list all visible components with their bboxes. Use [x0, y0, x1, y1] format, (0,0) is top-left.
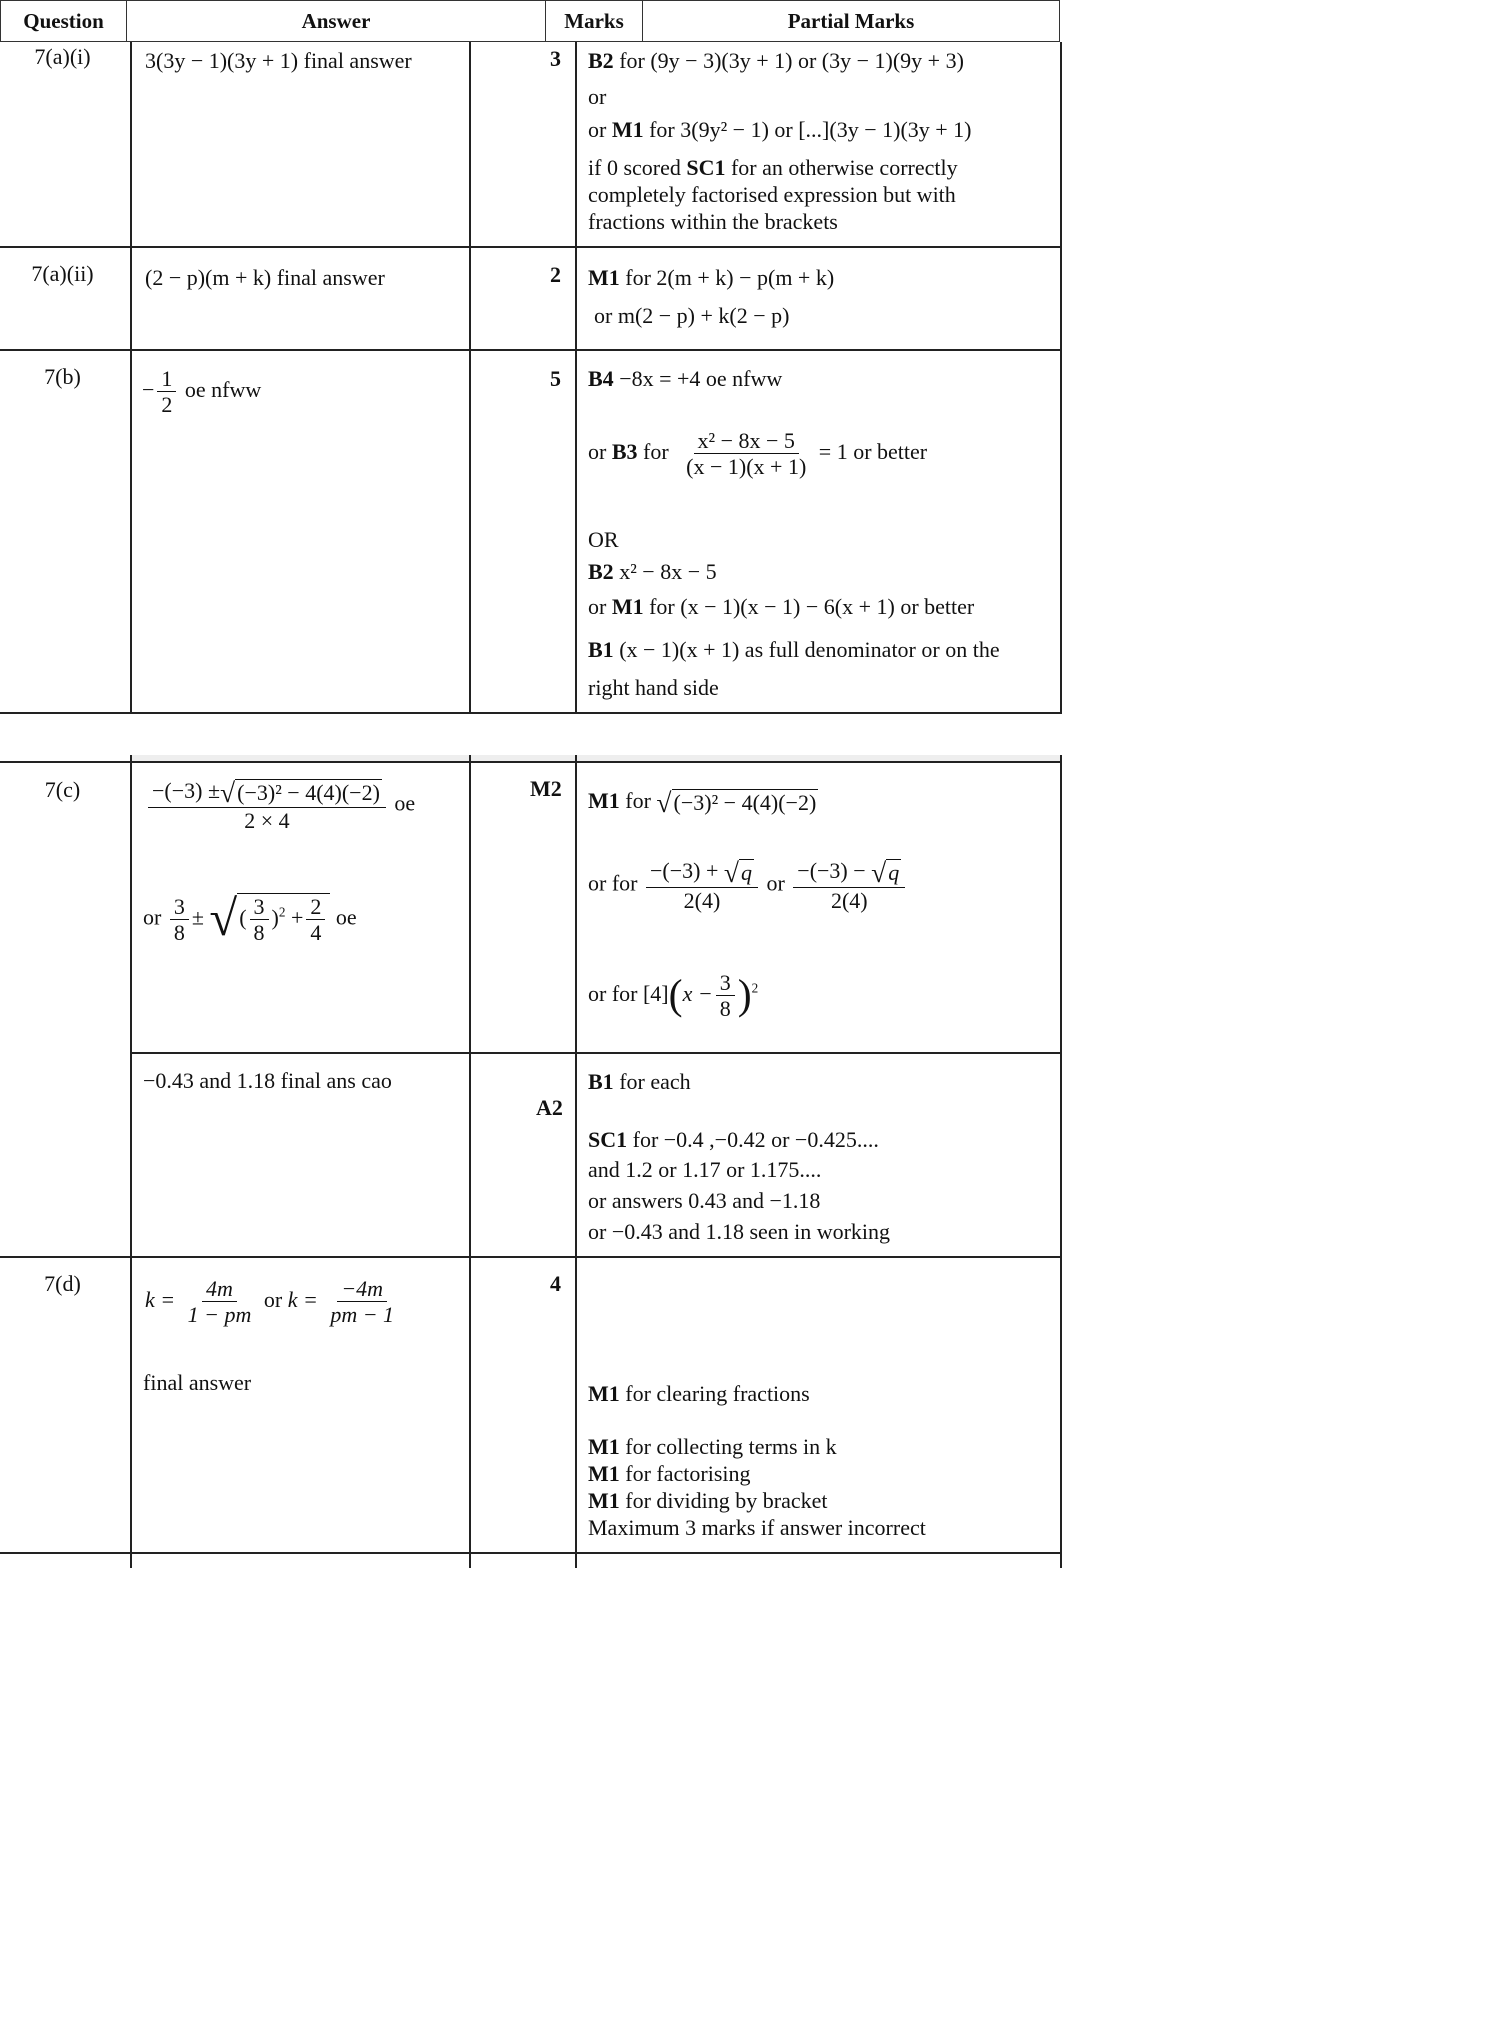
exponent: 2 [751, 980, 759, 996]
denominator: 1 − pm [187, 1302, 252, 1328]
sign: − [142, 376, 155, 402]
partial-text: if 0 scored [588, 155, 687, 180]
formula-text: ± [191, 904, 204, 930]
mark-code: SC1 [686, 155, 726, 180]
marks-value: 5 [550, 366, 561, 391]
partial-line: or answers 0.43 and −1.18 [588, 1188, 821, 1213]
header-question [0, 0, 126, 42]
partial-text: or for [588, 870, 638, 896]
fraction [170, 894, 189, 946]
partial-line [588, 1461, 751, 1487]
denominator: 2(4) [683, 887, 721, 913]
partial-line [588, 559, 717, 585]
denominator: pm − 1 [330, 1302, 395, 1328]
divider [0, 349, 1062, 351]
answer-text: −0.43 and 1.18 final ans cao [143, 1068, 392, 1093]
mark-code: M1 [588, 265, 620, 290]
mark-code: B1 [588, 1069, 614, 1094]
denominator: 8 [719, 996, 731, 1022]
fraction [326, 1276, 398, 1328]
fraction [682, 428, 810, 480]
divider [1060, 755, 1062, 1568]
divider [0, 246, 1062, 248]
mark-code: M1 [588, 1488, 620, 1513]
partial-text: (x − 1)(x + 1) as full denominator or on the [613, 637, 1000, 662]
partial-text: x² − 8x − 5 [613, 559, 717, 584]
divider [0, 1256, 1062, 1258]
radicand: q [740, 860, 752, 886]
sqrt: √ ( $\frac{3}{8}$ )$^2$ + $\frac{2}{4}$ [209, 893, 330, 946]
partial-line: or [588, 84, 607, 109]
divider [469, 755, 471, 1568]
answer-text: or [263, 1286, 283, 1312]
formula-text: k = [145, 1286, 176, 1312]
answer-text: or [143, 904, 162, 930]
divider [575, 42, 577, 713]
marks-value: 2 [550, 262, 561, 287]
denominator: 2(4) [830, 887, 868, 913]
numerator [793, 858, 905, 888]
partial-line: fractions within the brackets [588, 209, 838, 234]
mark-code: M1 [588, 1434, 620, 1459]
fraction [716, 970, 735, 1022]
answer-text: 3(3y − 1)(3y + 1) final answer [145, 48, 412, 73]
partial-text: or [588, 438, 612, 464]
numerator: x² − 8x − 5 [694, 428, 799, 454]
divider [0, 761, 1062, 763]
divider [469, 42, 471, 713]
partial-line [588, 1069, 691, 1095]
partial-line [588, 1127, 879, 1153]
fraction [306, 894, 325, 946]
partial-line [588, 48, 964, 74]
answer-fraction [142, 366, 261, 418]
partial-text: = 1 or better [818, 438, 928, 464]
header-question-label: Question [23, 8, 104, 33]
mark-code: B2 [588, 559, 614, 584]
divider [0, 1552, 1062, 1554]
mark-code: M1 [588, 1381, 620, 1406]
partial-line [588, 858, 908, 913]
formula-text: k = [287, 1286, 318, 1312]
partial-text: −8x = +4 oe nfww [613, 366, 783, 391]
header-partial-label: Partial Marks [787, 8, 915, 33]
header-marks-label: Marks [564, 8, 624, 33]
mark-code: M1 [588, 1461, 620, 1486]
mark-code: B3 [611, 438, 638, 464]
question-number: 7(b) [44, 364, 81, 389]
fraction [148, 778, 386, 833]
divider [130, 1052, 1062, 1054]
partial-line [588, 1488, 828, 1514]
mark-code: B2 [588, 48, 614, 73]
denominator: 4 [310, 920, 322, 946]
header-answer [126, 0, 545, 42]
partial-text: or [766, 870, 785, 896]
radicand: (−3)² − 4(4)(−2) [237, 780, 380, 806]
partial-line: right hand side [588, 675, 719, 700]
denominator: (x − 1)(x + 1) [686, 454, 807, 480]
denominator: 2 × 4 [244, 807, 290, 833]
answer-formula [145, 1276, 401, 1328]
numerator [646, 858, 758, 888]
question-number: 7(a)(i) [34, 44, 91, 69]
partial-text: for 2(m + k) − p(m + k) [619, 265, 835, 290]
denominator: 2 [161, 392, 173, 418]
numerator: 2 [306, 894, 325, 920]
partial-text: for clearing fractions [619, 1381, 810, 1406]
formula-text: + [290, 904, 304, 930]
mark-code: B1 [588, 637, 614, 662]
numerator: 3 [716, 970, 735, 996]
mark-code: M1 [611, 594, 644, 619]
partial-text: for [637, 438, 669, 464]
partial-text: for (x − 1)(x − 1) − 6(x + 1) or better [643, 594, 975, 619]
mark-code: SC1 [588, 1127, 628, 1152]
partial-line: or −0.43 and 1.18 seen in working [588, 1219, 891, 1244]
partial-line: and 1.2 or 1.17 or 1.175.... [588, 1157, 822, 1182]
partial-line [588, 265, 834, 291]
partial-text: for −0.4 ,−0.42 or −0.425.... [627, 1127, 879, 1152]
partial-text: or for [4] [588, 980, 669, 1006]
partial-text: for 3(9y² − 1) or [...](3y − 1)(3y + 1) [643, 117, 972, 142]
denominator: 8 [173, 919, 185, 945]
fraction [646, 858, 758, 913]
exponent: 2 [278, 904, 286, 920]
divider [0, 712, 1062, 714]
partial-line: or m(2 − p) + k(2 − p) [594, 303, 790, 328]
mark-code: B4 [588, 366, 614, 391]
partial-line [588, 594, 974, 620]
header-answer-label: Answer [301, 8, 371, 33]
numerator: 1 [157, 366, 176, 392]
partial-line: OR [588, 527, 619, 552]
divider [130, 42, 132, 713]
numerator: 4m [202, 1276, 237, 1302]
partial-line: completely factorised expression but with [588, 182, 956, 207]
radicand: q [888, 860, 900, 886]
radicand: ( $\frac{3}{8}$ )$^2$ + $\frac{2}{4}$ [237, 893, 330, 946]
answer-text: oe [394, 790, 416, 816]
question-number: 7(d) [44, 1271, 81, 1296]
partial-line [588, 1381, 810, 1407]
divider [130, 755, 132, 1568]
partial-line: Maximum 3 marks if answer incorrect [588, 1515, 926, 1540]
sqrt: √ (−3)² − 4(4)(−2) [656, 787, 817, 819]
divider [1060, 42, 1062, 713]
partial-line [588, 155, 958, 181]
denominator: 8 [253, 920, 265, 946]
marks-value: A2 [536, 1095, 563, 1120]
partial-text: or [588, 594, 612, 619]
divider [575, 755, 577, 1568]
numerator: 3 [170, 894, 189, 920]
marks-value: M2 [530, 776, 562, 801]
partial-line [588, 428, 927, 480]
marks-value: 3 [550, 46, 561, 71]
formula-text: −(−3) + [649, 858, 724, 883]
partial-line [588, 117, 972, 143]
question-number: 7(a)(ii) [31, 261, 94, 286]
partial-text: for [619, 788, 651, 813]
fraction [184, 1276, 256, 1328]
fraction [250, 894, 269, 946]
answer-text: final answer [143, 1370, 252, 1395]
partial-text: or [588, 117, 612, 142]
sqrt: √ q [723, 857, 752, 889]
partial-text: for dividing by bracket [619, 1488, 828, 1513]
partial-line [588, 788, 818, 817]
marks-value: 4 [550, 1271, 561, 1296]
answer-formula [143, 890, 357, 946]
partial-text: for (9y − 3)(3y + 1) or (3y − 1)(9y + 3) [613, 48, 964, 73]
partial-line: or for [4](x − $\frac{3}{8}$ )$^2$ [588, 970, 759, 1022]
header-marks [545, 0, 642, 42]
numerator: −4m [337, 1276, 387, 1302]
partial-line [588, 1434, 837, 1460]
numerator: 3 [250, 894, 269, 920]
answer-text: oe nfww [184, 376, 262, 402]
question-number: 7(c) [44, 777, 81, 802]
partial-text: for an otherwise correctly [725, 155, 958, 180]
answer-formula [145, 778, 415, 833]
answer-text: oe [335, 904, 357, 930]
answer-text: (2 − p)(m + k) final answer [145, 265, 385, 290]
formula-text: −(−3) ± [152, 778, 221, 803]
formula-text: −(−3) − [797, 858, 872, 883]
partial-line [588, 366, 782, 392]
mark-code: M1 [611, 117, 644, 142]
header-partial [642, 0, 1060, 42]
sqrt: √ (−3)² − 4(4)(−2) [220, 777, 380, 809]
fraction [157, 366, 176, 418]
partial-text: for factorising [619, 1461, 751, 1486]
fraction [793, 858, 905, 913]
partial-text: for each [613, 1069, 691, 1094]
formula-text: x − [682, 980, 713, 1006]
sqrt: √ q [871, 857, 900, 889]
partial-text: for collecting terms in k [619, 1434, 837, 1459]
mark-code: M1 [588, 788, 620, 813]
radicand: (−3)² − 4(4)(−2) [673, 790, 817, 816]
partial-line [588, 637, 1000, 663]
numerator [148, 778, 386, 808]
